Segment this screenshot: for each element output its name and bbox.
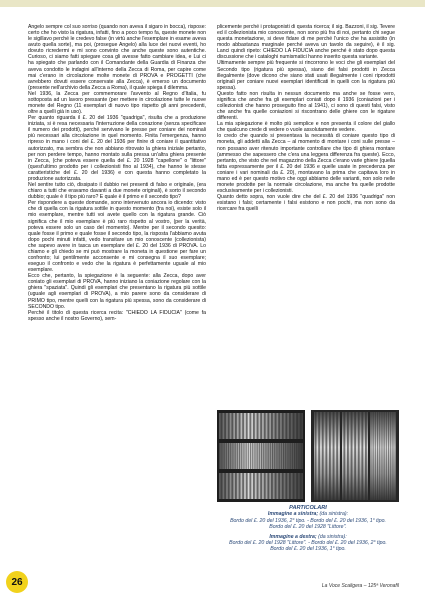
paragraph: Angelo sempre col suo sorriso (quando non aveva il sigaro in bocca), rispose: certo che ho visto la rigatura, infatti, fino a poco tempo fa, queste monete non le sigillavo perché le credevo false (in virtù anche l'esemplare in esame aveva avuto quella sorte), ma poi, (prosegue Angelo) alla luce dei nuovi eventi, ho dovuto ricredermi e mi sono convinto che anche queste sono autentiche. Curioso, ci siamo fatti spiegare cosa gli avesse fatto cambiare idea, e Lui ci ha spiegato che parlando con il Comandante della Guardia di Finanza che aveva condotto le indagini all'interno della Zecca di Roma, per capire come mai c'erano in circolazione molte monete di PROVA e PROGETTI (che avrebbero dovuti essere conservate alla Zecca), è emerso un documento (presente nell'archivio della Zecca a Roma), il quale spiega il dilemma. <box>28 24 206 91</box>
paragraph: Ultimamente sempre più frequente si rincorrono le voci che gli esemplari del Secondo tipo (rigatura più spessa), siano dei falsi prodotti in Zecca illegalmente (dove dicono che siano stati usati illegalmente i coni riprodotti originali per coniare nuovi esemplari identificati in quelli con la rigatura più spessa). <box>217 60 395 91</box>
paragraph: Io credo che quando si presentava la necessità di coniare questo tipo di moneta, gli addetti alla Zecca – al momento di montare i coni sulle presse – non possano aver ritenuto importante controllare che tipo di ghiera montare (ammesso che sapessero che c'era una leggera differenza fra queste). Ecco, pertanto, che visto che nel magazzino della Zecca c'erano varie ghiere (quella fatta espressamente per il £. 20 del 1936 e quelle usate in precedenza per coniare i vari nominali da £. 20), montavano la prima che capitava loro in mano ed è per questo motivo che oggi abbiamo delle varianti, non solo nelle monete prodotte per la normale circolazione, ma anche fra quelle prodotte esclusivamente per i collezionisti. <box>217 133 395 195</box>
caption-left-sub: (da sinistra): <box>319 511 349 518</box>
caption-left-heading: Immagine a sinistra; <box>267 511 319 518</box>
paragraph: Ecco che, pertanto, la spiegazione è la seguente: alla Zecca, dopo aver coniato gli esemplari di PROVA, hanno iniziano la coniazione regolare con la ghiera "spaziata". Quindi gli esemplari che presentano la rigatura più sottile (uguale agli esemplari di PROVA), a mio parere sono da considerare di PRIMO tipo, mentre quelli con la rigatura più spessa, sono da considerare di SECONDO tipo. <box>28 273 206 310</box>
coin-edge-photos <box>217 410 399 502</box>
caption-left-line1: Bordo del £. 20 del 1936, 2° tipo. - Bordo del £. 20 del 1936, 1° tipo. <box>230 517 386 524</box>
paragraph: Per rispondere a queste domande, sono intervenuto ancora io dicendo: visto che di quella con la rigatura sottile in questo momento (fra noi), esiste solo il mio esemplare, mentre tutti voi avete quello con la rigatura grande. Ciò significa che il mio esemplare è più raro rispetto al vostro, (per la verità, poteva essere solo un caso del momento). Mentre per il secondo quesito: quale fosse il primo e quale fosse il secondo tipo, la risposta l'abbiamo avuta dopo pochi minuti infatti, vedo transitare un mio conoscente (collezionista) che sapevo avere in tasca un esemplare del £. 20 del 1936 di PROVA. Lo chiamo e gli chiedo se mi può mostrare la moneta in questione per fare un confronto; lui gentilmente acconsente e mi consegna il suo esemplare; eseguo il confronto e vedo che la rigatura è perfettamente uguale al mio esemplare. <box>28 200 206 274</box>
paragraph: La mia spiegazione è molto più semplice e non presenta il colore del giallo che qualcuno crede di vedere o vuole assolutamente vedere. <box>217 121 395 134</box>
coin-edge-photo-left <box>217 410 305 502</box>
paragraph: Quanto detto sopra, non vuole dire che del £. 20 del 1936 "quadriga" non esistano i falsi; certamente i falsi esistono e non pochi, ma non sono da ricercare fra quelli <box>217 194 395 213</box>
paragraph: Nel sentire tutto ciò, dissipato il dubbio nei presenti di falso e originale, (era chiaro a tutti che eravamo davanti a due monete originali), è sorto il secondo dubbio; quale è il tipo più raro? E quale è il primo e il secondo tipo? <box>28 182 206 201</box>
caption-left-line2: Bordo del £. 20 del 1928 "Littore". <box>269 524 347 531</box>
paragraph: plicemente perché i protagonisti di questa ricerca; il sig. Bazzoni, il sig. Tevere ed il collezionista mio conoscente, non sono più fra di noi, pertanto chi segue questa monetazione, si deve fidare di me perché l'unico che ha assistito (in modo abbastanza marginale perché aveva un tavolo da seguire), è il sig. Lanci quindi ripeto: CHIEDO LA FIDUCIA anche perché è stato dopo questa discussione che i cataloghi numismatici hanno inserito questa variante. <box>217 24 395 61</box>
caption-title: PARTICOLARI <box>289 505 327 511</box>
photo-caption <box>214 505 402 553</box>
caption-right-sub: (da sinistra): <box>318 533 347 540</box>
top-color-bar <box>0 0 425 7</box>
coin-edge-image-left <box>217 410 305 502</box>
page-number-badge: 26 <box>6 571 28 593</box>
paragraph: Perché il titolo di questa ricerca recita: "CHIEDO LA FIDUCIA" (come fa spesso anche il nostro Governo), sem- <box>28 309 206 322</box>
footer-publication-title: La Voce Scaligera – 125ª Veronafil <box>321 583 399 589</box>
paragraph: Nel 1936, la Zecca per commemorare l'avvento al Regno d'Italia, fu sottoposta ad un lavoro pressante (per mettere in circolazione tutte le nuove monete del Regno (11 esemplari di nuovo tipo rispetto gli anni precedenti, oltre a quelli già in uso). <box>28 90 206 116</box>
caption-right-heading: Immagine a destra; <box>269 533 317 540</box>
right-text-column <box>217 24 395 212</box>
paragraph: Questo fatto non risulta in nessun documento ma anche se fosse vero, significa che anche fra gli esemplari coniati dopo il 1936 (coniazioni per i collezionisti che hanno proseguito fino al 1941), ci sono di questi falsi, visto che anche fra quelle coniazioni si riscontrano delle ghiere con le rigature differenti. <box>217 90 395 122</box>
coin-edge-image-right <box>311 410 399 502</box>
left-text-column <box>28 24 206 322</box>
paragraph: Per quanto riguarda il £. 20 del 1936 "quadriga", risulta che a produzione iniziata, si è resa necessaria l'interruzione della conazione (senza specificare il numero dei prodotti), perché servivano le presse per coniare dei nominali più necessari alla circolazione in quel momento. Finita l'emergenza, hanno ripreso in mano i coni del £. 20 del 1936 per finire di coniare il quantitativo autorizzato, ma sembra che non abbiano ritrovato la ghiera iniziale pertanto, per non perdere tempo, hanno montato sulla pressa un'altra ghiera presente in Zecca, (che poteva essere quella del £. 20 1928 "capellone" o "littore" (quest'ultimo prodotto per i collezionisti fino al 1934), che hanno le stesse caratteristiche del £. 20 del 1936) e con questa hanno completato la produzione autorizzata. <box>28 115 206 182</box>
caption-right-line1: Bordo del £. 20 del 1928 "Littore". - Bordo del £. 20 del 1936, 2° tipo. <box>229 540 387 547</box>
coin-edge-photo-right <box>311 410 399 502</box>
caption-right-line2: Bordo del £. 20 del 1936, 1° tipo. <box>270 546 346 553</box>
